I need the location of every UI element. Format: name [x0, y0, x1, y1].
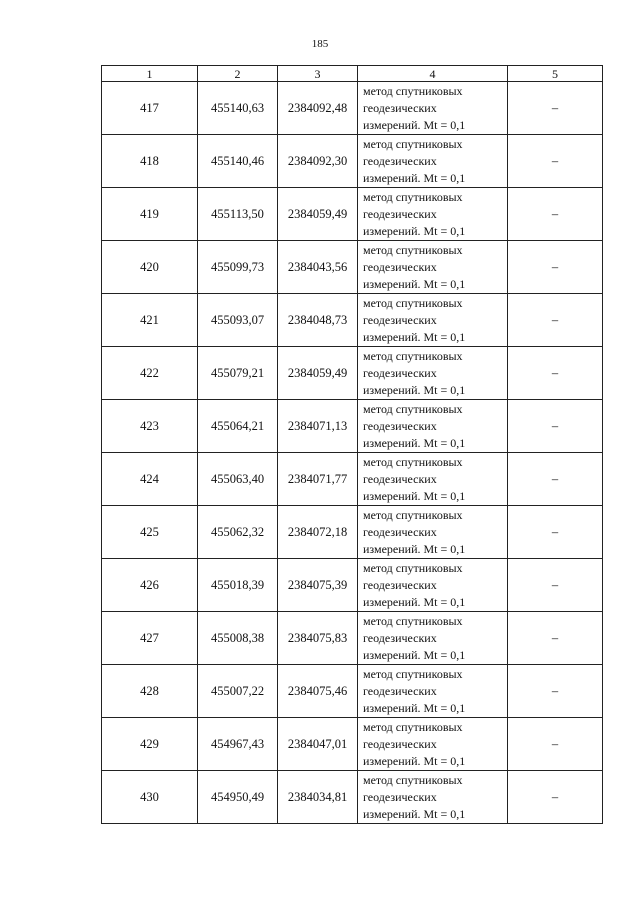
header-col-3: 3: [278, 66, 358, 82]
method-text-line: метод спутниковых: [363, 560, 463, 575]
table-row: [102, 188, 603, 241]
method-text-line: метод спутниковых: [363, 454, 463, 469]
method-text-line: метод спутниковых: [363, 719, 463, 734]
y-coordinate-cell: 2384059,49: [278, 347, 358, 400]
method-cell: [358, 82, 508, 135]
y-coordinate-cell: 2384059,49: [278, 188, 358, 241]
method-text-line: метод спутниковых: [363, 772, 463, 787]
column-5-cell: –: [508, 135, 603, 188]
method-text-line: измерений. Mt = 0,1: [363, 647, 466, 662]
table-row: [102, 135, 603, 188]
column-5-cell: –: [508, 612, 603, 665]
method-cell: [358, 241, 508, 294]
column-5-cell: –: [508, 718, 603, 771]
y-coordinate-cell: 2384075,39: [278, 559, 358, 612]
x-coordinate-cell: 455093,07: [198, 294, 278, 347]
column-5-cell: –: [508, 82, 603, 135]
method-cell: [358, 294, 508, 347]
method-text-line: измерений. Mt = 0,1: [363, 223, 466, 238]
method-text-line: геодезических: [363, 418, 437, 433]
point-number-cell: 429: [102, 718, 198, 771]
method-text-line: измерений. Mt = 0,1: [363, 382, 466, 397]
column-5-cell: –: [508, 400, 603, 453]
x-coordinate-cell: 455113,50: [198, 188, 278, 241]
point-number-cell: 418: [102, 135, 198, 188]
y-coordinate-cell: 2384072,18: [278, 506, 358, 559]
x-coordinate-cell: 455063,40: [198, 453, 278, 506]
method-text-line: измерений. Mt = 0,1: [363, 594, 466, 609]
method-cell: [358, 559, 508, 612]
point-number-cell: 426: [102, 559, 198, 612]
table-row: [102, 665, 603, 718]
method-text-line: геодезических: [363, 153, 437, 168]
method-text-line: геодезических: [363, 206, 437, 221]
method-text-line: измерений. Mt = 0,1: [363, 435, 466, 450]
x-coordinate-cell: 455140,46: [198, 135, 278, 188]
x-coordinate-cell: 455064,21: [198, 400, 278, 453]
method-text-line: измерений. Mt = 0,1: [363, 170, 466, 185]
method-cell: [358, 771, 508, 824]
method-text-line: геодезических: [363, 736, 437, 751]
method-text-line: метод спутниковых: [363, 401, 463, 416]
point-number-cell: 425: [102, 506, 198, 559]
method-text-line: геодезических: [363, 471, 437, 486]
page-number: 185: [311, 38, 329, 50]
point-number-cell: 419: [102, 188, 198, 241]
method-text-line: геодезических: [363, 577, 437, 592]
method-cell: [358, 400, 508, 453]
method-text-line: метод спутниковых: [363, 295, 463, 310]
y-coordinate-cell: 2384071,77: [278, 453, 358, 506]
column-5-cell: –: [508, 506, 603, 559]
header-col-4: 4: [358, 66, 508, 82]
method-text-line: метод спутниковых: [363, 136, 463, 151]
column-5-cell: –: [508, 294, 603, 347]
header-col-1: 1: [102, 66, 198, 82]
y-coordinate-cell: 2384043,56: [278, 241, 358, 294]
x-coordinate-cell: 454967,43: [198, 718, 278, 771]
point-number-cell: 427: [102, 612, 198, 665]
y-coordinate-cell: 2384048,73: [278, 294, 358, 347]
method-text-line: метод спутниковых: [363, 613, 463, 628]
method-text-line: метод спутниковых: [363, 242, 463, 257]
method-cell: [358, 188, 508, 241]
method-text-line: измерений. Mt = 0,1: [363, 488, 466, 503]
method-text-line: геодезических: [363, 524, 437, 539]
table-row: [102, 347, 603, 400]
point-number-cell: 420: [102, 241, 198, 294]
table-row: [102, 453, 603, 506]
y-coordinate-cell: 2384092,30: [278, 135, 358, 188]
method-text-line: геодезических: [363, 683, 437, 698]
method-text-line: измерений. Mt = 0,1: [363, 806, 466, 821]
point-number-cell: 424: [102, 453, 198, 506]
method-text-line: метод спутниковых: [363, 666, 463, 681]
x-coordinate-cell: 455140,63: [198, 82, 278, 135]
method-text-line: геодезических: [363, 100, 437, 115]
y-coordinate-cell: 2384034,81: [278, 771, 358, 824]
table-row: [102, 771, 603, 824]
table-row: [102, 506, 603, 559]
method-cell: [358, 718, 508, 771]
point-number-cell: 430: [102, 771, 198, 824]
table-row: [102, 400, 603, 453]
header-row: [102, 66, 603, 82]
column-5-cell: –: [508, 347, 603, 400]
column-5-cell: –: [508, 665, 603, 718]
method-text-line: измерений. Mt = 0,1: [363, 276, 466, 291]
method-text-line: метод спутниковых: [363, 189, 463, 204]
method-text-line: метод спутниковых: [363, 507, 463, 522]
point-number-cell: 423: [102, 400, 198, 453]
column-5-cell: –: [508, 771, 603, 824]
table-row: [102, 294, 603, 347]
y-coordinate-cell: 2384047,01: [278, 718, 358, 771]
method-text-line: метод спутниковых: [363, 348, 463, 363]
y-coordinate-cell: 2384075,46: [278, 665, 358, 718]
coordinates-table: [101, 65, 603, 824]
method-text-line: геодезических: [363, 365, 437, 380]
method-text-line: геодезических: [363, 630, 437, 645]
method-cell: [358, 453, 508, 506]
method-cell: [358, 135, 508, 188]
table-row: [102, 559, 603, 612]
x-coordinate-cell: 455062,32: [198, 506, 278, 559]
method-cell: [358, 506, 508, 559]
y-coordinate-cell: 2384092,48: [278, 82, 358, 135]
point-number-cell: 428: [102, 665, 198, 718]
x-coordinate-cell: 454950,49: [198, 771, 278, 824]
x-coordinate-cell: 455007,22: [198, 665, 278, 718]
method-text-line: геодезических: [363, 312, 437, 327]
method-text-line: геодезических: [363, 259, 437, 274]
method-cell: [358, 612, 508, 665]
x-coordinate-cell: 455018,39: [198, 559, 278, 612]
point-number-cell: 421: [102, 294, 198, 347]
table-header: [102, 66, 603, 82]
method-text-line: измерений. Mt = 0,1: [363, 700, 466, 715]
method-text-line: измерений. Mt = 0,1: [363, 753, 466, 768]
point-number-cell: 417: [102, 82, 198, 135]
point-number-cell: 422: [102, 347, 198, 400]
column-5-cell: –: [508, 559, 603, 612]
x-coordinate-cell: 455099,73: [198, 241, 278, 294]
method-text-line: геодезических: [363, 789, 437, 804]
column-5-cell: –: [508, 188, 603, 241]
column-5-cell: –: [508, 453, 603, 506]
header-col-2: 2: [198, 66, 278, 82]
x-coordinate-cell: 455079,21: [198, 347, 278, 400]
table-row: [102, 241, 603, 294]
x-coordinate-cell: 455008,38: [198, 612, 278, 665]
method-cell: [358, 347, 508, 400]
table-row: [102, 82, 603, 135]
header-col-5: 5: [508, 66, 603, 82]
method-text-line: метод спутниковых: [363, 83, 463, 98]
method-cell: [358, 665, 508, 718]
method-text-line: измерений. Mt = 0,1: [363, 329, 466, 344]
y-coordinate-cell: 2384075,83: [278, 612, 358, 665]
table-body: [102, 82, 603, 824]
column-5-cell: –: [508, 241, 603, 294]
method-text-line: измерений. Mt = 0,1: [363, 541, 466, 556]
method-text-line: измерений. Mt = 0,1: [363, 117, 466, 132]
table-row: [102, 612, 603, 665]
y-coordinate-cell: 2384071,13: [278, 400, 358, 453]
table-row: [102, 718, 603, 771]
